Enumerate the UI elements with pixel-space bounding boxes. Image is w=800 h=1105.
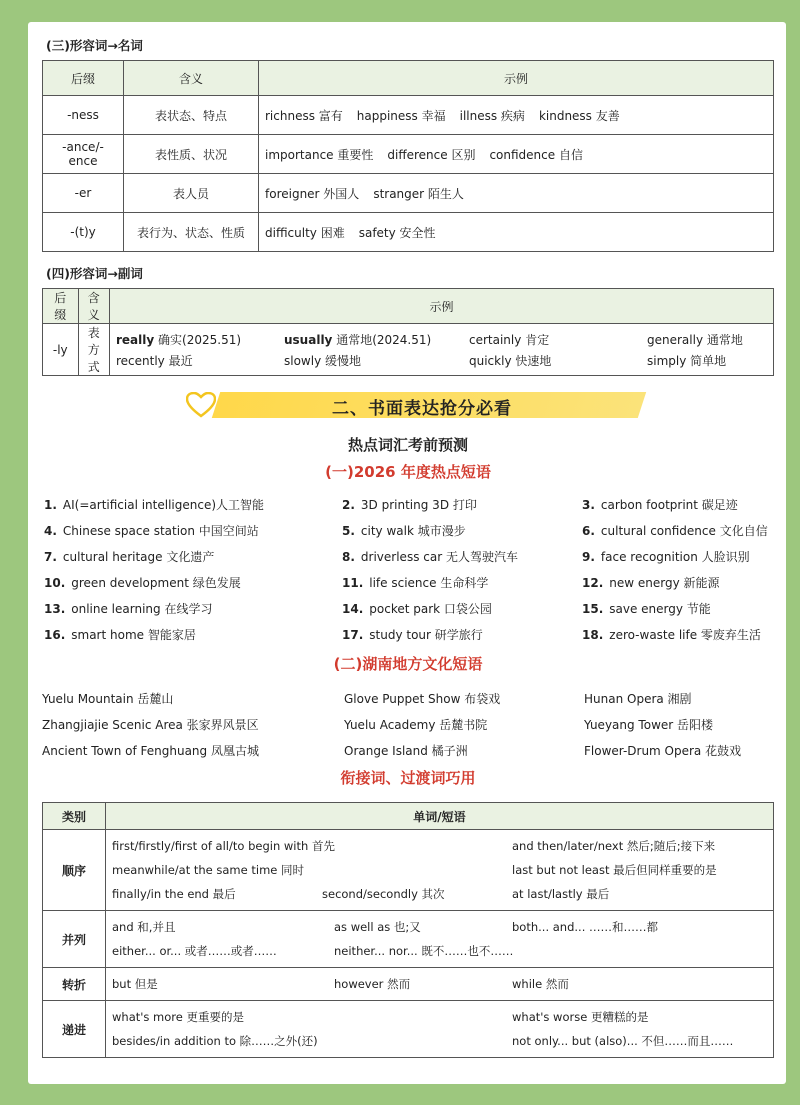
example-cn: 确实(2025.51) xyxy=(158,332,242,347)
example-word: usually xyxy=(284,332,333,347)
table-row xyxy=(43,830,774,911)
example xyxy=(284,331,469,348)
words-cell xyxy=(106,830,774,911)
hot-phrases xyxy=(44,496,774,643)
example xyxy=(284,352,469,369)
link-title: 衔接词、过渡词巧用 xyxy=(340,769,476,787)
example xyxy=(469,331,647,348)
list-item: 1. AI(=artificial intelligence)人工智能 xyxy=(44,498,265,512)
example: illness 疾病 xyxy=(459,108,525,123)
list-item: Ancient Town of Fenghuang 凤凰古城 xyxy=(42,744,259,758)
example: safety 安全性 xyxy=(358,225,436,240)
section3-title: (三)形容词→名词 xyxy=(46,38,143,53)
list-item: 6. cultural confidence 文化自信 xyxy=(582,524,768,538)
list-item: Flower-Drum Opera 花鼓戏 xyxy=(584,744,742,758)
header-suffix: 后缀 xyxy=(43,61,124,96)
example: difference 区别 xyxy=(387,147,476,162)
list-item: Yueyang Tower 岳阳楼 xyxy=(584,718,714,732)
transition-words-table xyxy=(42,802,774,1058)
example-cn: 通常地 xyxy=(706,332,743,347)
example xyxy=(116,352,284,369)
header-meaning: 含义 xyxy=(78,289,109,324)
words-cell xyxy=(106,911,774,968)
list-item: 7. cultural heritage 文化遗产 xyxy=(44,550,215,564)
suffix-table-noun xyxy=(42,60,774,252)
meaning-cell: 表性质、状况 xyxy=(124,135,259,174)
suffix-cell: -(t)y xyxy=(43,213,124,252)
meaning-cell: 表方式 xyxy=(78,324,109,376)
example-word: quickly xyxy=(469,353,512,368)
list-item: Yuelu Mountain 岳麓山 xyxy=(42,692,174,706)
phrase: however 然而 xyxy=(334,977,411,991)
phrase: while 然而 xyxy=(512,977,569,991)
list-item: 4. Chinese space station 中国空间站 xyxy=(44,524,259,538)
example xyxy=(647,352,767,369)
list-item: 13. online learning 在线学习 xyxy=(44,602,213,616)
example-cell xyxy=(259,174,774,213)
list-item: 16. smart home 智能家居 xyxy=(44,628,196,642)
list-item: 10. green development 绿色发展 xyxy=(44,576,241,590)
list-item: Zhangjiajie Scenic Area 张家界风景区 xyxy=(42,718,259,732)
phrase: and then/later/next 然后;随后;接下来 xyxy=(512,839,716,853)
phrase: as well as 也;又 xyxy=(334,920,421,934)
list-item: 9. face recognition 人脸识别 xyxy=(582,550,750,564)
example: stranger 陌生人 xyxy=(373,186,464,201)
meaning-cell: 表人员 xyxy=(124,174,259,213)
category-cell: 顺序 xyxy=(43,830,106,911)
example-word: really xyxy=(116,332,155,347)
hunan-title: (二)湖南地方文化短语 xyxy=(333,655,483,673)
example xyxy=(647,331,767,348)
example: difficulty 困难 xyxy=(265,225,345,240)
list-item: 15. save energy 节能 xyxy=(582,602,711,616)
example: confidence 自信 xyxy=(489,147,583,162)
list-item: 14. pocket park 口袋公园 xyxy=(342,602,492,616)
example-cn: 最近 xyxy=(168,353,193,368)
example-cell xyxy=(259,135,774,174)
list-item: 11. life science 生命科学 xyxy=(342,576,489,590)
header-category: 类别 xyxy=(43,803,106,830)
category-cell: 转折 xyxy=(43,968,106,1001)
phrase: but 但是 xyxy=(112,977,158,991)
example xyxy=(469,352,647,369)
table-row xyxy=(43,174,774,213)
header-words: 单词/短语 xyxy=(106,803,774,830)
phrase: what's worse 更糟糕的是 xyxy=(512,1010,649,1024)
table-row xyxy=(43,1001,774,1058)
phrase: at last/lastly 最后 xyxy=(512,887,610,901)
table-row xyxy=(43,911,774,968)
header-example: 示例 xyxy=(110,289,774,324)
banner-title: 二、书面表达抢分必看 xyxy=(332,399,512,419)
table-row xyxy=(43,968,774,1001)
words-cell xyxy=(106,1001,774,1058)
list-item: 12. new energy 新能源 xyxy=(582,576,720,590)
example: kindness 友善 xyxy=(538,108,620,123)
category-cell: 递进 xyxy=(43,1001,106,1058)
example-cell xyxy=(259,96,774,135)
header-suffix: 后缀 xyxy=(43,289,79,324)
suffix-cell: -ness xyxy=(43,96,124,135)
example: importance 重要性 xyxy=(265,147,374,162)
meaning-cell: 表行为、状态、性质 xyxy=(124,213,259,252)
phrase: meanwhile/at the same time 同时 xyxy=(112,863,304,877)
example-cn: 简单地 xyxy=(690,353,727,368)
list-item: 17. study tour 研学旅行 xyxy=(342,628,483,642)
list-item: Glove Puppet Show 布袋戏 xyxy=(344,692,501,706)
header-example: 示例 xyxy=(259,61,774,96)
example-cell xyxy=(110,324,774,376)
example-cn: 快速地 xyxy=(515,353,552,368)
example-cell xyxy=(259,213,774,252)
phrase: finally/in the end 最后 xyxy=(112,887,236,901)
words-cell xyxy=(106,968,774,1001)
phrase: both... and... ……和……都 xyxy=(512,920,659,934)
page xyxy=(28,22,786,1084)
example xyxy=(116,331,284,348)
example-word: generally xyxy=(647,332,704,347)
category-cell: 并列 xyxy=(43,911,106,968)
example-word: slowly xyxy=(284,353,322,368)
phrase: either... or... 或者……或者…… xyxy=(112,944,277,958)
example-cn: 通常地(2024.51) xyxy=(336,332,432,347)
hot-subtitle: (一)2026 年度热点短语 xyxy=(325,463,491,481)
list-item: 18. zero-waste life 零废弃生活 xyxy=(582,628,761,642)
section4-title: (四)形容词→副词 xyxy=(46,266,143,281)
table-row xyxy=(43,213,774,252)
suffix-table-adverb xyxy=(42,288,774,376)
phrase: first/firstly/first of all/to begin with 首先 xyxy=(112,839,335,853)
example: happiness 幸福 xyxy=(356,108,446,123)
list-item: 5. city walk 城市漫步 xyxy=(342,524,466,538)
section-banner xyxy=(202,390,642,420)
example-word: simply xyxy=(647,353,687,368)
phrase: not only... but (also)... 不但……而且…… xyxy=(512,1034,734,1048)
list-item: 3. carbon footprint 碳足迹 xyxy=(582,498,738,512)
phrase: and 和,并且 xyxy=(112,920,176,934)
example: foreigner 外国人 xyxy=(265,186,360,201)
hunan-phrases xyxy=(42,690,774,759)
list-item: 2. 3D printing 3D 打印 xyxy=(342,498,477,512)
suffix-cell: -ly xyxy=(43,324,79,376)
table-row xyxy=(43,324,774,376)
table-header-row xyxy=(43,803,774,830)
example: richness 富有 xyxy=(265,108,343,123)
list-item: Hunan Opera 湘剧 xyxy=(584,692,692,706)
phrase: second/secondly 其次 xyxy=(322,887,445,901)
example-cn: 缓慢地 xyxy=(325,353,362,368)
adverb-examples xyxy=(116,331,767,369)
example-cn: 肯定 xyxy=(525,332,550,347)
phrase: what's more 更重要的是 xyxy=(112,1010,245,1024)
list-item: Orange Island 橘子洲 xyxy=(344,744,468,758)
suffix-cell: -er xyxy=(43,174,124,213)
phrase: neither... nor... 既不……也不…… xyxy=(334,944,514,958)
table-row xyxy=(43,96,774,135)
table-row xyxy=(43,135,774,174)
phrase: besides/in addition to 除……之外(还) xyxy=(112,1034,318,1048)
meaning-cell: 表状态、特点 xyxy=(124,96,259,135)
list-item: Yuelu Academy 岳麓书院 xyxy=(344,718,488,732)
suffix-cell: -ance/-ence xyxy=(43,135,124,174)
header-meaning: 含义 xyxy=(124,61,259,96)
phrase: last but not least 最后但同样重要的是 xyxy=(512,863,717,877)
table-header-row xyxy=(43,289,774,324)
hot-title: 热点词汇考前预测 xyxy=(347,436,468,454)
list-item: 8. driverless car 无人驾驶汽车 xyxy=(342,550,518,564)
table-header-row xyxy=(43,61,774,96)
example-word: certainly xyxy=(469,332,522,347)
example-word: recently xyxy=(116,353,165,368)
